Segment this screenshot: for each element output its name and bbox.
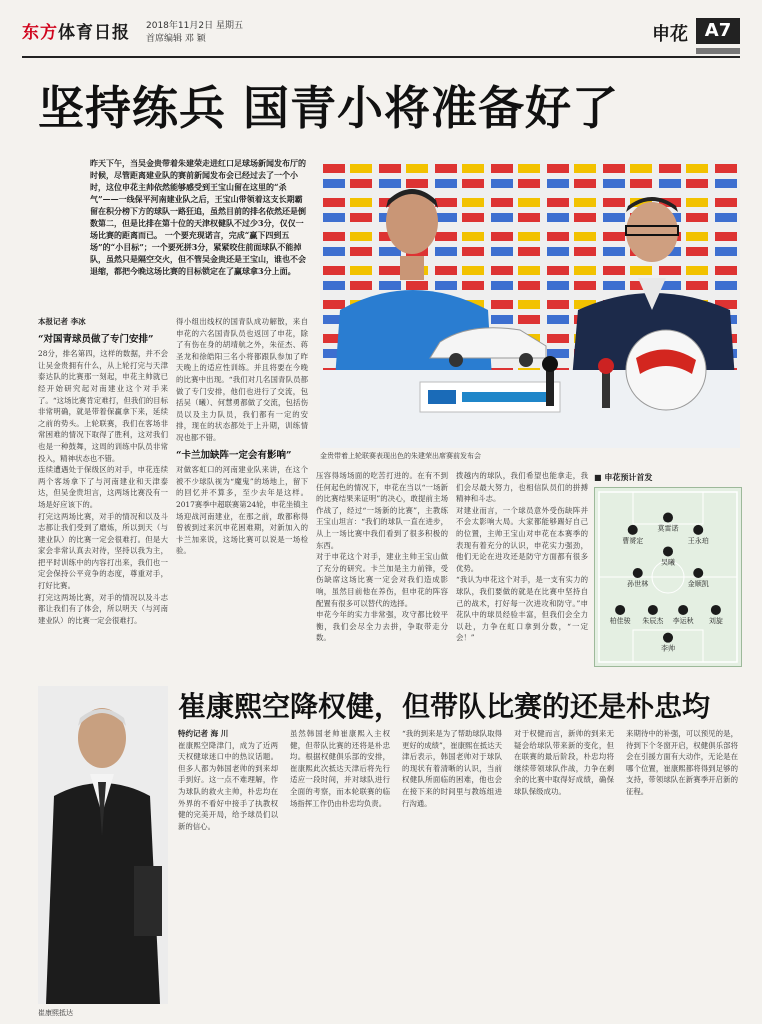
paragraph: “我认为申花这个对手，是一支有实力的球队，我们要做的就是在比赛中坚持自己的战术，打好每一次进攻和防守。”申花队中的球员经验丰富，但我们会全力以赴，力争在虹口拿到分数，“一定会！” — [456, 575, 588, 643]
player-name: 李运秋 — [672, 616, 694, 625]
player-icon — [693, 568, 703, 578]
paragraph: 得小组出线权的国青队成功解散，来自申花的六名国青队员也返回了申花，除了有伤在身的胡靖航之外，朱征杰、蒋圣龙和徐皓阳三名小将都跟队参加了昨天晚上的适应性训练。并且将要在今晚的比赛中出现。“我们对几名国青队员都做了专门安排，他们也进行了交流，包括吴（曦）、何慧勇都做了交流，包括伤员以及主力队员，我们都有一定的安排，现在的状态都处于上升期，训练情况也都不错。 — [176, 317, 308, 442]
player-icon — [633, 568, 643, 578]
article2-column-4 — [514, 728, 614, 1018]
header-meta — [146, 20, 243, 46]
lineup-player — [658, 513, 679, 533]
lineup-player — [661, 546, 675, 566]
lineup-player — [688, 525, 709, 545]
player-name: 柏佳骏 — [609, 616, 631, 625]
paragraph: 打完这两场比赛，对手的情况和以及斗志都让我们受到了磨炼，所以到天（与建业队）的比赛一定会很难打。但是大家会非常认真去对待，坚持以我为主，把平时训练中的内容打出来，我们也一定会保持公平竞争的态度，尊重对手，打好比赛。 — [38, 511, 168, 591]
paragraph: 对做客虹口的河南建业队来讲，在这个被不少球队视为“魔鬼”的场地上，留下的回忆并不算多，至少去年是这样。2017赛季中超联赛第24轮，申花坐镇主场迎战河南建业，在那之前，敢都称得曾被到过来沉申花困难期，对新加入的卡兰加来说，这场比赛可以说是一场检验。 — [176, 465, 308, 556]
section-name: 申花 — [652, 24, 688, 45]
lineup-pitch — [594, 487, 742, 667]
player-name: 李帅 — [661, 644, 675, 653]
player-icon — [693, 525, 703, 535]
paragraph: 申花今年的实力非常强，攻守都比较平衡，我们会尽全力去拼，争取带走分数。 — [316, 610, 448, 643]
article2-column-5 — [626, 728, 738, 1018]
lineup-player — [688, 568, 709, 588]
article2-column-3 — [402, 728, 502, 1018]
main-headline: 坚持练兵 国青小将准备好了 — [38, 81, 620, 135]
subheading-2: “卡兰加缺阵一定会有影响” — [176, 449, 292, 461]
lineup-player — [642, 605, 664, 625]
player-icon — [663, 633, 673, 643]
masthead-logo: 东方体育日报 — [22, 23, 130, 43]
paragraph: 压容得场场面的吃苦打进的。在有不到任何起色的情况下，申花在当以“一场新的比赛结果来证明”的决心，敢提前主场作战了，经过“一场新的比赛”，主教练王宝山坦言：“我们的球队一直在进步，从上一场比赛中我们看到了很多积极的东西。 — [316, 471, 448, 550]
player-icon — [678, 605, 688, 615]
byline: 本报记者 李冰 — [38, 317, 86, 326]
second-headline: 崔康熙空降权健，但带队比赛的还是朴忠均 — [178, 690, 711, 723]
article1-column-4 — [456, 470, 588, 676]
lineup-player — [673, 605, 694, 625]
paragraph: 对建业而言，一个球员意外受伤缺阵并不会太影响大局。大家都能够踢好自己的位置，主帅王宝山对申花在本赛季的表现有着充分的认识，申花实力强劲，他们无论在进攻还是防守方面都有很多优势。 — [456, 505, 588, 573]
player-icon — [711, 605, 721, 615]
article1-column-1 — [38, 316, 168, 676]
player-icon — [663, 513, 673, 523]
paragraph: 打完这两场比赛，对手的情况以及斗志都让我们有了体会，所以明天（与河南建业队）的比赛一定会很难打。 — [38, 592, 168, 625]
lineup-player — [627, 568, 648, 588]
player-name: 曹赟定 — [622, 536, 644, 545]
lineup-player — [661, 633, 675, 653]
player-name: 吴曦 — [661, 558, 675, 567]
header-accent-bar — [696, 48, 740, 54]
subheading-1: “对国青球员做了专门安排” — [38, 333, 154, 345]
paragraph: 崔康熙空降津门，成为了近两天权健球迷口中的热议话题。但多人都为韩国老帅的到来却手到好。这一点不难理解，作为球队的救火主帅，朴忠均在外界的不看好中接手了执教权健的完美开局，给予球员们以新的信心。 — [178, 740, 278, 831]
paragraph: 28分，排名第四，这样的数据，并不会让吴金贵拥有什么，从上轮打完与天津泰达队的比赛那一刻起，申花主帅就已经开始研究起对南建业这个对手来了。“这场比赛肯定难打，但我们的目标非常明确，就是带着保赢拿下来，延续之前的势头。上轮联赛，我们在客场非常困难的情况下取得了胜利，这对我们也是一种鼓舞，这周的训练中队员非常投入，精神状态也不错。 — [38, 349, 168, 463]
photo-caption: 金贵带着上轮联赛表现出色的朱建荣出席赛前发布会 — [320, 452, 481, 460]
article1-column-3 — [316, 470, 448, 676]
player-name: 朱辰杰 — [642, 616, 664, 625]
article2-column-2 — [290, 728, 390, 1018]
player-name: 孙世林 — [627, 580, 649, 588]
paragraph: 对于申花这个对手，建业主帅王宝山做了充分的研究。卡兰加是主力前锋，受伤缺席这场比赛一定会对我们造成影响，虽然目前他在养伤，但申花的阵容配置有很多可以替代的选择。 — [316, 552, 448, 608]
coach-photo — [38, 686, 168, 1004]
paragraph: 对于权健而言，新帅的到来无疑会给球队带来新的变化，但在联赛的最后阶段，朴忠均将继续带领球队作战，力争在剩余的比赛中取得好成绩，确保球队保级成功。 — [514, 729, 614, 796]
issue-date: 2018年11月2日 星期五 — [146, 21, 243, 31]
paragraph: “我的到来是为了帮助球队取得更好的成绩”，崔康熙在抵达天津后表示，韩国老帅对于球队的现状有着清晰的认识，当前权健队所面临的困难，他也会在接下来的时间里与教练组进行沟通。 — [402, 729, 502, 808]
paragraph: 来期待中的补强，可以预见的是，待到下个冬窗开启，权健俱乐部将会在引援方面有大动作，无论是在哪个位置，崔康熙都将得到足够的支持，带领球队在新赛季开启新的征程。 — [626, 729, 738, 796]
player-icon — [615, 605, 625, 615]
lineup-diagram — [595, 488, 741, 666]
player-icon — [663, 546, 673, 556]
press-conference-photo — [320, 160, 740, 448]
player-icon — [628, 525, 638, 535]
byline-2: 特约记者 海 川 — [178, 729, 229, 738]
lineup-player — [610, 605, 631, 625]
player-icon — [648, 605, 658, 615]
editor-line: 首席编辑 邓 颖 — [146, 34, 206, 44]
lineup-player — [622, 525, 643, 545]
paragraph: 拨越内的球队，我们希望也能拿走，我们会尽最大努力，也相信队员们的拼搏精神和斗志。 — [456, 471, 588, 504]
paragraph: 虽然韩国老帅崔康熙入主权健，但带队比赛的还将是朴忠均。根据权健俱乐部的安排，崔康熙此次抵达天津后将先行适应一段时间，并对球队进行全面的考察，而本轮联赛的临场指挥工作仍由朴忠均负责。 — [290, 729, 390, 808]
article1-column-2 — [176, 316, 308, 676]
article2-column-1 — [178, 728, 278, 1018]
coach-illustration — [38, 686, 168, 1004]
coach-photo-caption: 崔康熙抵达 — [38, 1009, 73, 1017]
player-name: 刘旋 — [708, 616, 723, 625]
press-conference-illustration — [320, 160, 740, 448]
player-name: 莫雷诺 — [657, 524, 679, 533]
page-header — [22, 14, 740, 58]
paragraph: 连续遭遇处于保级区的对手，申花连续两个客场拿下了与河南建业和天津泰达，但吴金贵坦言，这两场比赛没有一场是好应该下的。 — [38, 465, 168, 509]
article-summary: 昨天下午，当吴金贵带着朱建荣走进红口足球场新闻发布厅的时候，尽管距离建业队的赛前新闻发布会已经过去了一个小时，这位申花主帅依然能够感受到王宝山留在这里的“杀气”——一线保平河南建业队之后，王宝山带领着这支长期霸留在积分榜下方的球队一路狂追，虽然目前的排名依然还是倒数第二，但是比排在第十位的天津权健队不过少3分，仅仅一场比赛的距离而已。 一个要充现诺言，完成“赢下四到五场”的“小目标”；一个要死拼3分，紧紧咬住前面球队不能掉队，虽然只是隔空交火，但不管吴金贵还是王宝山，谁也不会退缩，都把今晚这场比赛的目标锁定在了赢球拿3分上面。 — [90, 158, 306, 276]
lineup-title: ■ 申花预计首发 — [594, 473, 653, 482]
lineup-player — [709, 605, 723, 625]
page-number-badge: A7 — [696, 18, 740, 44]
player-name: 王永珀 — [687, 536, 709, 545]
player-name: 金顺凯 — [687, 580, 709, 588]
